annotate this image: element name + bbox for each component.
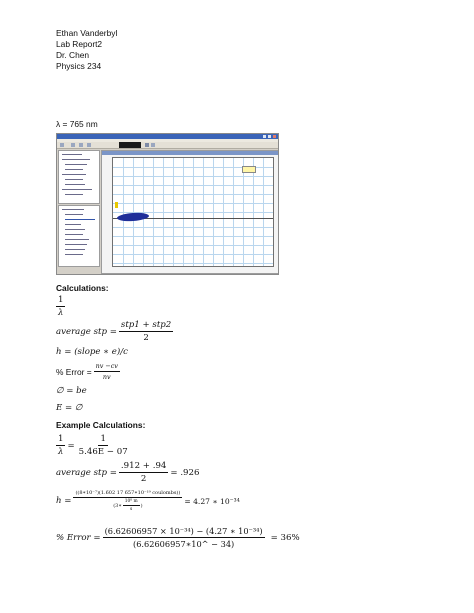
example-percent-error bbox=[56, 526, 300, 549]
example-h-denominator-start: (3∗ bbox=[113, 502, 122, 509]
average-stp-formula bbox=[56, 320, 175, 343]
inverse-lambda-denominator: λ bbox=[58, 308, 64, 318]
average-stp-denominator: 2 bbox=[143, 333, 149, 343]
displays-panel bbox=[58, 205, 100, 267]
example-average-stp bbox=[56, 461, 199, 484]
example-rhs-denominator: 5.46E − 07 bbox=[78, 447, 128, 457]
example-error-numerator: (6.62606957 × 10⁻³⁴) − (4.27 ∗ 10⁻³⁴) bbox=[104, 526, 263, 536]
energy-formula bbox=[56, 403, 82, 413]
report-title: Lab Report2 bbox=[56, 39, 103, 49]
data-acquisition-software-screenshot-icon bbox=[56, 133, 279, 275]
planck-formula-text: h = (slope ∗ e)/c bbox=[56, 347, 128, 357]
example-h-result: = 4.27 ∗ 10⁻³⁴ bbox=[184, 496, 240, 506]
example-rhs-numerator: 1 bbox=[100, 434, 106, 444]
course-name: Physics 234 bbox=[56, 61, 102, 71]
inverse-lambda-numerator: 1 bbox=[58, 295, 64, 305]
example-h-denominator-end: ) bbox=[140, 502, 143, 509]
inverse-lambda-formula bbox=[56, 295, 67, 318]
graph-plot-area bbox=[112, 157, 274, 267]
example-error-lhs: % Error = bbox=[56, 532, 101, 543]
energy-formula-text: E = ∅ bbox=[56, 403, 83, 413]
example-equals: = bbox=[67, 440, 75, 451]
average-stp-numerator: stp1 + stp2 bbox=[120, 320, 172, 330]
example-lhs-denominator: λ bbox=[58, 447, 64, 457]
example-h-speed-denominator: s bbox=[130, 507, 133, 512]
percent-error-numerator: nv −cv bbox=[95, 362, 118, 370]
marker-icon bbox=[115, 202, 118, 208]
work-function-formula bbox=[56, 386, 87, 396]
example-h-lhs: h = bbox=[56, 496, 72, 506]
example-calculations-heading: Example Calculations: bbox=[56, 420, 146, 430]
example-h-speed-numerator: 10⁸ m bbox=[124, 499, 138, 504]
graph-title-bar bbox=[102, 151, 278, 155]
calculations-heading: Calculations: bbox=[56, 283, 109, 293]
graph-window bbox=[101, 150, 279, 274]
wavelength-value: λ = 765 nm bbox=[56, 119, 98, 129]
example-h-numerator: ((8∗10⁻⁷)(1.602 17 657∗10⁻¹⁹ coulombs)) bbox=[75, 490, 181, 496]
timer-display bbox=[119, 142, 141, 148]
work-function-text: ∅ = be bbox=[56, 386, 87, 396]
percent-error-formula bbox=[56, 362, 122, 381]
toolbar bbox=[57, 142, 278, 149]
data-tree-panel bbox=[58, 150, 100, 204]
example-lhs-numerator: 1 bbox=[58, 434, 64, 444]
example-error-result: = 36% bbox=[270, 532, 300, 543]
planck-formula bbox=[56, 347, 128, 357]
example-average-numerator: .912 + .94 bbox=[120, 461, 167, 471]
example-average-result: = .926 bbox=[170, 467, 200, 478]
percent-error-lhs: % Error = bbox=[56, 366, 92, 377]
author-name: Ethan Vanderbyl bbox=[56, 28, 118, 38]
percent-error-denominator: nv bbox=[102, 373, 111, 381]
example-planck-constant bbox=[56, 490, 240, 512]
example-error-denominator: (6.62606957∗10^ − 34) bbox=[133, 539, 235, 549]
example-average-denominator: 2 bbox=[140, 474, 147, 484]
instructor-name: Dr. Chen bbox=[56, 50, 90, 60]
average-stp-lhs: average stp = bbox=[56, 326, 117, 337]
example-average-lhs: average stp = bbox=[56, 467, 117, 478]
data-cluster bbox=[117, 212, 149, 222]
example-inverse-lambda bbox=[56, 434, 132, 457]
graph-legend bbox=[242, 166, 256, 173]
